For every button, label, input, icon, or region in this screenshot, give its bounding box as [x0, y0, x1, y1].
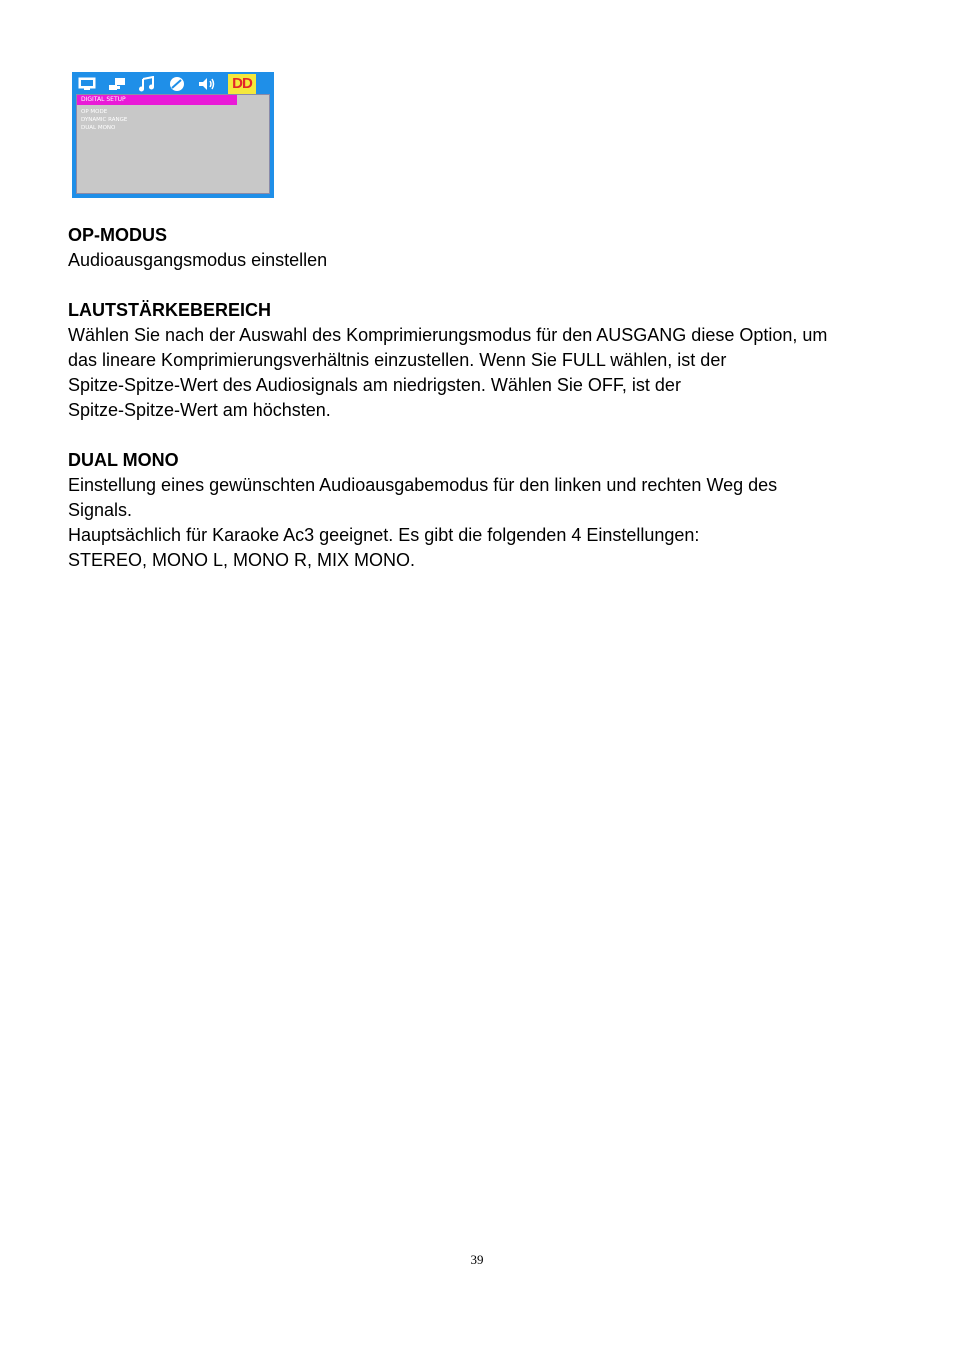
menu-item-dual-mono: DUAL MONO	[81, 125, 116, 131]
menu-item-op-mode: OP MODE	[81, 109, 108, 115]
dolby-digital-tab: DD	[228, 74, 256, 94]
menu-panel	[76, 94, 270, 194]
section-lautstaerkebereich	[68, 298, 898, 423]
digital-setup-menu-screenshot	[72, 72, 274, 198]
section-heading: LAUTSTÄRKEBEREICH	[68, 300, 272, 320]
menu-icon-bar	[76, 74, 270, 94]
section-op-modus	[68, 223, 898, 273]
menu-header: DIGITAL SETUP	[77, 95, 237, 105]
disc-icon	[166, 75, 188, 93]
section-text-line: Audioausgangsmodus einstellen	[68, 250, 328, 270]
section-text-line: STEREO, MONO L, MONO R, MIX MONO.	[68, 550, 416, 570]
monitor-icon	[76, 75, 98, 93]
section-heading: DUAL MONO	[68, 450, 179, 470]
section-text-line: Wählen Sie nach der Auswahl des Komprimierungsmodus für den AUSGANG diese Option, um	[68, 325, 828, 345]
page-number: 39	[470, 1252, 484, 1267]
section-text-line: Einstellung eines gewünschten Audioausgabemodus für den linken und rechten Weg des	[68, 475, 778, 495]
section-text-line: das lineare Komprimierungsverhältnis einzustellen. Wenn Sie FULL wählen, ist der	[68, 350, 727, 370]
volume-icon	[196, 75, 218, 93]
music-note-icon	[136, 75, 158, 93]
speaker-setup-icon	[106, 75, 128, 93]
section-text-line: Signals.	[68, 500, 133, 520]
section-dual-mono	[68, 448, 898, 573]
section-text-line: Spitze-Spitze-Wert am höchsten.	[68, 400, 331, 420]
section-heading: OP-MODUS	[68, 225, 167, 245]
menu-item-dynamic-range: DYNAMIC RANGE	[81, 117, 128, 123]
menu-item-list	[81, 108, 127, 132]
section-text-line: Hauptsächlich für Karaoke Ac3 geeignet. Es gibt die folgenden 4 Einstellungen:	[68, 525, 700, 545]
section-text-line: Spitze-Spitze-Wert des Audiosignals am niedrigsten. Wählen Sie OFF, ist der	[68, 375, 681, 395]
